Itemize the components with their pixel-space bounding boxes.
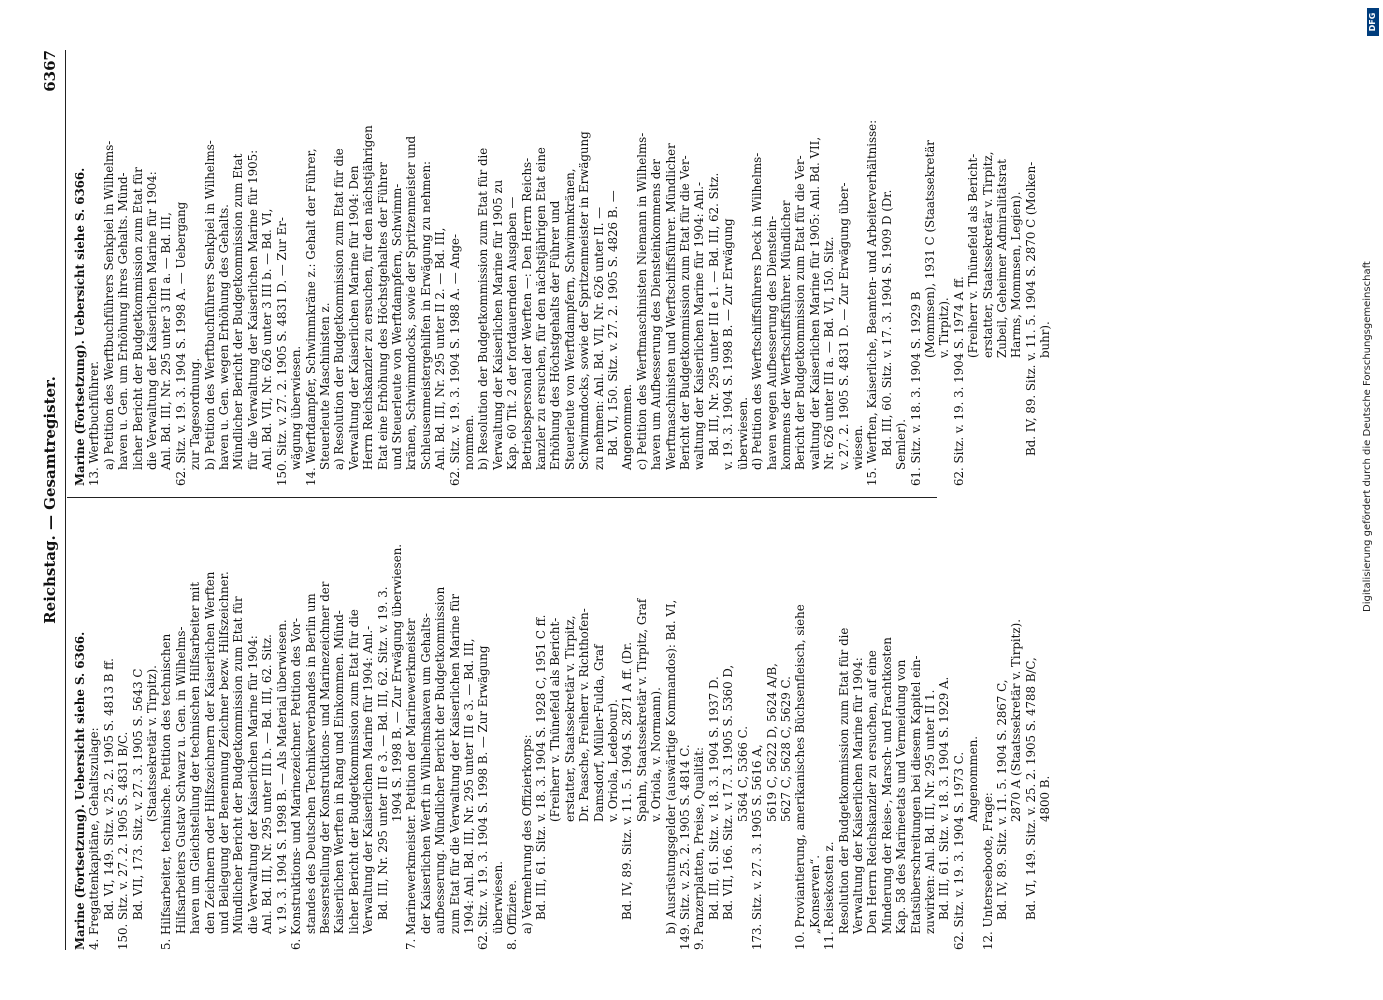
- right-column-line: Nr. 626 unter III a. — Bd. VI, 150. Sitz.: [822, 236, 837, 470]
- left-column-line: (Staatssekretär v. Tirpitz).: [145, 665, 160, 822]
- right-column-line: Herrn Reichskanzler zu ersuchen, für den nächstjährigen: [361, 125, 376, 470]
- left-column-line: aufbesserung. Mündlicher Bericht der Budgetkommission: [433, 586, 448, 934]
- left-column-line: Bd. VII, 166. Sitz. v. 17. 3. 1905 S. 5360 D,: [721, 664, 736, 920]
- left-column-line: Bd. VII, 173. Sitz. v. 27. 3. 1905 S. 5643 C: [130, 668, 145, 920]
- left-column-line: 11. Reisekosten z.: [822, 841, 837, 950]
- right-column-line: c) Petition des Werftmaschinisten Niemann in Wilhelms-: [634, 132, 649, 470]
- left-column-line: Bd. IV, 89. Sitz. v. 11. 5. 1904 S. 2871 A ff. (Dr.: [620, 641, 635, 920]
- left-column-line: 150. Sitz. v. 27. 2. 1905 S. 4831 B/C.: [116, 731, 131, 950]
- left-column-line: 5627 C, 5628 C, 5629 C.: [778, 676, 793, 822]
- right-column-line: zur Tagesordnung.: [188, 357, 203, 470]
- right-column-line: 61. Sitz. v. 18. 3. 1904 S. 1929 B: [908, 291, 923, 486]
- left-column-line: der Kaiserlichen Werft in Wilhelmshaven um Gehalts-: [418, 613, 433, 934]
- left-column-line: „Konserven“.: [807, 854, 822, 934]
- left-column-line: erstatter, Staatssekretär v. Tirpitz,: [562, 615, 577, 822]
- right-column-line: buhr).: [1038, 321, 1053, 358]
- left-column-line: 10. Proviantierung, amerikanisches Büchsenfleisch, siehe: [793, 604, 808, 950]
- left-column-line: 7. Marinewerkmeister. Petition der Marinewerkmeister: [404, 618, 419, 950]
- dfg-logo-text: DFG: [1368, 12, 1377, 32]
- right-column-line: kränen, Schwimmdocks, sowie der Spritzenmeister und: [404, 135, 419, 470]
- left-column-line: Den Herrn Reichskanzler zu ersuchen, auf eine: [865, 650, 880, 934]
- side-credit-text: Digitalisierung gefördert durch die Deutsche Forschungsgemeinschaft: [1362, 261, 1373, 612]
- left-column-line: 12. Unterseeboote, Frage:: [980, 792, 995, 950]
- left-column-line: 5364 C, 5366 C.: [735, 725, 750, 822]
- left-column-line: Resolution der Budgetkommission zum Etat für die: [836, 627, 851, 934]
- right-column-line: haven u. Gen. um Erhöhung ihres Gehalts. Münd-: [116, 172, 131, 470]
- right-column-line: Betriebspersonal der Werften —: Den Herrn Reichs-: [519, 157, 534, 470]
- right-column-line: Semler).: [894, 419, 909, 470]
- right-column-line: Steuerleute Maschinisten z.: [317, 302, 332, 470]
- left-column-line: v. Oriola, Ledebour).: [606, 699, 621, 822]
- right-column-line: Bd. IV, 89. Sitz. v. 11. 5. 1904 S. 2870 C (Molken-: [1023, 161, 1038, 456]
- right-column-line: 62. Sitz. v. 19. 3. 1904 S. 1988 A. — Ange-: [447, 233, 462, 486]
- right-column-line: Werftmaschinisten und Werftschiffsführer. Mündlicher: [663, 143, 678, 470]
- left-column-line: Angenommen.: [966, 735, 981, 822]
- left-column-line: Etatsüberschreitungen bei diesem Kapitel ein-: [908, 655, 923, 934]
- right-column-line: b) Resolution der Budgetkommission zum Etat für die: [476, 147, 491, 470]
- left-column-line: Bd. III, 61. Sitz. v. 18. 3. 1904 S. 1937 D.: [706, 676, 721, 920]
- left-column-line: Bd. VI, 149. Sitz. v. 25. 2. 1905 S. 4788 B/C,: [1023, 657, 1038, 920]
- left-column-line: den Zeichnern oder Hilfszeichnern der Kaiserlichen Werften: [202, 571, 217, 934]
- right-column-line: wiesen.: [850, 424, 865, 470]
- right-column-line: d) Petition des Werftschiffsführers Deck in Wilhelms-: [750, 152, 765, 470]
- right-column-line: waltung der Kaiserlichen Marine für 1904: Anl.-: [692, 181, 707, 470]
- right-column-line: (Freiherr v. Thünefeld als Bericht-: [966, 153, 981, 358]
- right-column-line: Bericht der Budgetkommission zum Etat für die Ver-: [793, 155, 808, 470]
- left-column-line: Bd. III, 61. Sitz. v. 18. 3. 1904 S. 1929 A.: [937, 676, 952, 920]
- left-column-line: 1904: Anl. Bd. III, Nr. 295 unter III e 3. — Bd. III,: [461, 638, 476, 934]
- right-column-line: Angenommen.: [620, 383, 635, 470]
- right-column-line: a) Resolution der Budgetkommission zum Etat für die: [332, 148, 347, 470]
- left-column-line: Verwaltung der Kaiserlichen Marine für 1904:: [850, 657, 865, 934]
- left-column-line: Dr. Paasche, Freiherr v. Richthofen-: [577, 608, 592, 822]
- right-column-line: Etat eine Erhöhung des Höchstgehaltes der Führer: [375, 162, 390, 470]
- right-column-line: nommen.: [461, 414, 476, 470]
- right-column-line: Verwaltung der Kaiserlichen Marine für 1904: Den: [346, 165, 361, 470]
- left-column-line: 5. Hilfsarbeiter, technische. Petition des technischen: [159, 633, 174, 950]
- right-column-line: 62. Sitz. v. 19. 3. 1904 S. 1974 A ff.: [951, 276, 966, 486]
- right-column-line: Schwimmdocks, sowie der Spritzenmeister in Erwägung: [577, 131, 592, 470]
- left-column-line: Marine (Fortsetzung). Uebersicht siehe S. 6366.: [73, 631, 87, 950]
- right-column-line: b) Petition des Werftbuchführers Senkpiel in Wilhelms-: [202, 140, 217, 470]
- right-column-line: Verwaltung der Kaiserlichen Marine für 1905 zu: [490, 179, 505, 470]
- right-column-line: kanzler zu ersuchen, für den nächstjährigen Etat eine: [534, 147, 548, 470]
- left-column-line: standes des Deutschen Technikerverbandes in Berlin um: [303, 593, 318, 934]
- left-column-line: Damsdorf, Müller-Fulda, Graf: [591, 644, 606, 822]
- right-column-line: kommens der Werftschiffsführer. Mündlicher: [778, 200, 793, 470]
- left-column-line: 62. Sitz. v. 19. 3. 1904 S. 1973 C.: [951, 751, 966, 950]
- right-column-line: v. 27. 2. 1905 S. 4831 D. — Zur Erwägung über-: [836, 182, 851, 470]
- left-column-line: Bd. IV, 89. Sitz. v. 11. 5. 1904 S. 2867 C,: [995, 679, 1009, 920]
- left-column-line: 1904 S. 1998 B. — Zur Erwägung überwiesen.: [389, 543, 404, 822]
- left-column-line: 149. Sitz. v. 25. 2. 1905 S. 4814 C.: [678, 744, 693, 950]
- right-column-line: und Steuerleute von Werftdampfern, Schwimm-: [389, 183, 404, 470]
- right-column-line: Zubeil, Geheimer Admiralitätsrat: [995, 159, 1009, 358]
- right-column-line: wägung überwiesen.: [289, 345, 304, 470]
- left-column-line: b) Ausrüstungsgelder (auswärtige Kommandos): Bd. VI,: [663, 599, 678, 934]
- left-column-line: a) Vermehrung des Offizierkorps:: [519, 734, 534, 934]
- right-column-line: 62. Sitz. v. 19. 3. 1904 S. 1998 A. — Uebergang: [173, 201, 188, 486]
- right-column-line: zu nehmen: Anl. Bd. VII, Nr. 626 unter II. —: [591, 206, 606, 470]
- left-column-line: Kap. 58 des Marineetats und Vermeidung von: [894, 659, 909, 934]
- left-column: [73, 514, 1053, 950]
- right-column-line: waltung der Kaiserlichen Marine für 1905: Anl. Bd. VII,: [807, 136, 822, 470]
- left-column-line: 4800 B.: [1038, 775, 1053, 822]
- left-column-line: überwiesen.: [490, 860, 505, 934]
- left-column-line: Mündlicher Bericht der Budgetkommission zum Etat für: [231, 596, 246, 934]
- right-column-line: Bd. III, Nr. 295 unter III e 1. — Bd. III, 62. Sitz.: [706, 172, 721, 456]
- right-column-line: Steuerleute von Werftdampfern, Schwimmkränen,: [562, 168, 577, 470]
- left-column-line: 62. Sitz. v. 19. 3. 1904 S. 1998 B. — Zur Erwägung: [476, 645, 491, 950]
- left-column-line: v. 19. 3. 1904 S. 1998 B. — Als Material überwiesen.: [274, 619, 289, 934]
- left-column-line: v. Oriola, v. Normann).: [649, 687, 664, 822]
- left-column-line: 9. Panzerplatten, Preise, Qualität:: [692, 746, 707, 950]
- right-column-line: erstatter, Staatssekretär v. Tirpitz,: [980, 151, 995, 358]
- page-header: [41, 50, 63, 950]
- left-column-line: (Freiherr v. Thünefeld als Bericht-: [548, 617, 563, 822]
- left-column-line: 173. Sitz. v. 27. 3. 1905 S. 5616 A,: [750, 744, 765, 950]
- left-column-line: Kaiserlichen Werften in Rang und Einkommen. Münd-: [332, 610, 347, 934]
- right-column-line: v. 19. 3. 1904 S. 1998 B. — Zur Erwägung: [721, 218, 736, 470]
- left-column-line: 8. Offiziere.: [505, 879, 520, 950]
- left-column-line: Bd. VI, 149. Sitz. v. 25. 2. 1905 S. 4813 B ff.: [101, 658, 116, 920]
- left-column-line: 4. Fregattenkapitäne, Gehaltszulage:: [87, 727, 102, 950]
- right-column: [73, 50, 1053, 486]
- left-column-line: Spahn, Staatssekretär v. Tirpitz, Graf: [634, 598, 649, 822]
- right-column-line: Anl. Bd. VII, Nr. 626 unter 3 III b. — Bd. VI,: [260, 208, 275, 470]
- page-title: Reichstag. — Gesamtregister.: [41, 376, 59, 624]
- right-column-line: 150. Sitz. v. 27. 2. 1905 S. 4831 D. — Zur Er-: [274, 217, 289, 486]
- right-column-line: licher Bericht der Budgetkommission zum Etat für: [130, 167, 145, 470]
- right-column-line: Erhöhung des Höchstgehalts der Führer und: [548, 200, 563, 470]
- left-column-line: und Beilegung der Benennung Zeichner bezw. Hilfszeichner.: [217, 571, 232, 934]
- left-column-line: die Verwaltung der Kaiserlichen Marine für 1904:: [245, 635, 260, 934]
- right-column-line: überwiesen.: [735, 396, 750, 470]
- left-column-line: 6. Konstruktions- und Marinezeichner. Petition des Vor-: [289, 618, 304, 950]
- left-column-line: zuwirken: Anl. Bd. III, Nr. 295 unter II 1.: [922, 689, 937, 934]
- right-column-line: Bd. III, 60. Sitz. v. 17. 3. 1904 S. 1909 D (Dr.: [879, 189, 894, 456]
- right-column-line: 15. Werften, Kaiserliche, Beamten- und Arbeiterverhältnisse:: [865, 119, 880, 486]
- right-column-line: Harms, Mommsen, Legien).: [1009, 191, 1024, 358]
- left-column-line: Verwaltung der Kaiserlichen Marine für 1904: Anl.-: [361, 625, 376, 934]
- left-column-line: licher Bericht der Budgetkommission zum Etat für die: [346, 609, 361, 934]
- right-column-line: haven wegen Aufbesserung des Dienstein-: [764, 215, 779, 470]
- right-column-line: 13. Werftbuchführer.: [87, 360, 102, 486]
- rotated-page: [41, 50, 1337, 950]
- right-column-line: Bd. VI, 150. Sitz. v. 27. 2. 1905 S. 4826 B. —: [606, 190, 621, 456]
- right-column-line: Mündlicher Bericht der Budgetkommission zum Etat: [231, 153, 246, 470]
- left-column-line: 5619 C, 5622 D, 5624 A/B,: [764, 663, 779, 822]
- left-column-line: Besserstellung der Konstruktions- und Marinezeichner der: [317, 581, 332, 934]
- left-column-line: 2870 A (Staatssekretär v. Tirpitz).: [1009, 619, 1024, 822]
- right-column-line: Anl. Bd. III, Nr. 295 unter II 2. — Bd. III,: [433, 227, 448, 470]
- right-column-line: Anl. Bd. III, Nr. 295 unter 3 III a. — Bd. III,: [159, 212, 174, 470]
- left-column-line: haven um Gleichstellung der technischen Hilfsarbeiter mit: [188, 582, 203, 934]
- left-column-line: Anl. Bd. III, Nr. 295 unter III b. — Bd. III, 62. Sitz.: [260, 634, 275, 934]
- left-column-line: Bd. III, Nr. 295 unter III e 3. — Bd. III, 62. Sitz. v. 19. 3.: [375, 586, 390, 920]
- right-column-line: haven u. Gen. wegen Erhöhung des Gehalts.: [217, 204, 232, 470]
- left-column-line: Bd. III, 61. Sitz. v. 18. 3. 1904 S. 1928 C, 1951 C ff.: [534, 614, 548, 920]
- right-column-line: haven um Aufbesserung des Diensteinkommens der: [649, 159, 664, 470]
- right-column-line: v. Tirpitz).: [937, 297, 952, 358]
- column-divider: [67, 497, 937, 498]
- side-credit: [1360, 12, 1380, 632]
- right-column-line: Schleusenmeistergehilfen in Erwägung zu nehmen:: [418, 160, 433, 470]
- right-column-line: Marine (Fortsetzung). Uebersicht siehe S. 6366.: [73, 167, 87, 486]
- right-column-line: 14. Werftdampfer, Schwimmkräne z.: Gehalt der Führer,: [303, 148, 318, 486]
- left-column-line: Hilfsarbeiters Gustav Schwarz u. Gen. in Wilhelms-: [173, 626, 188, 934]
- right-column-line: (Mommsen), 1931 C (Staatssekretär: [922, 140, 937, 358]
- right-column-line: Bericht der Budgetkommission zum Etat für die Ver-: [678, 155, 693, 470]
- page-number: 6367: [41, 50, 59, 92]
- header-rule: [65, 50, 66, 950]
- left-column-line: Minderung der Reise-, Marsch- und Frachtkosten: [879, 637, 894, 934]
- left-column-line: zum Etat für die Verwaltung der Kaiserlichen Marine für: [447, 594, 462, 934]
- right-column-line: Kap. 60 Tit. 2 der fortdauernden Ausgaben —: [505, 196, 520, 470]
- right-column-line: für die Verwaltung der Kaiserlichen Marine für 1905:: [245, 149, 260, 470]
- right-column-line: a) Petition des Werftbuchführers Senkpiel in Wilhelms-: [101, 140, 116, 470]
- right-column-line: die Verwaltung der Kaiserlichen Marine für 1904:: [145, 171, 160, 470]
